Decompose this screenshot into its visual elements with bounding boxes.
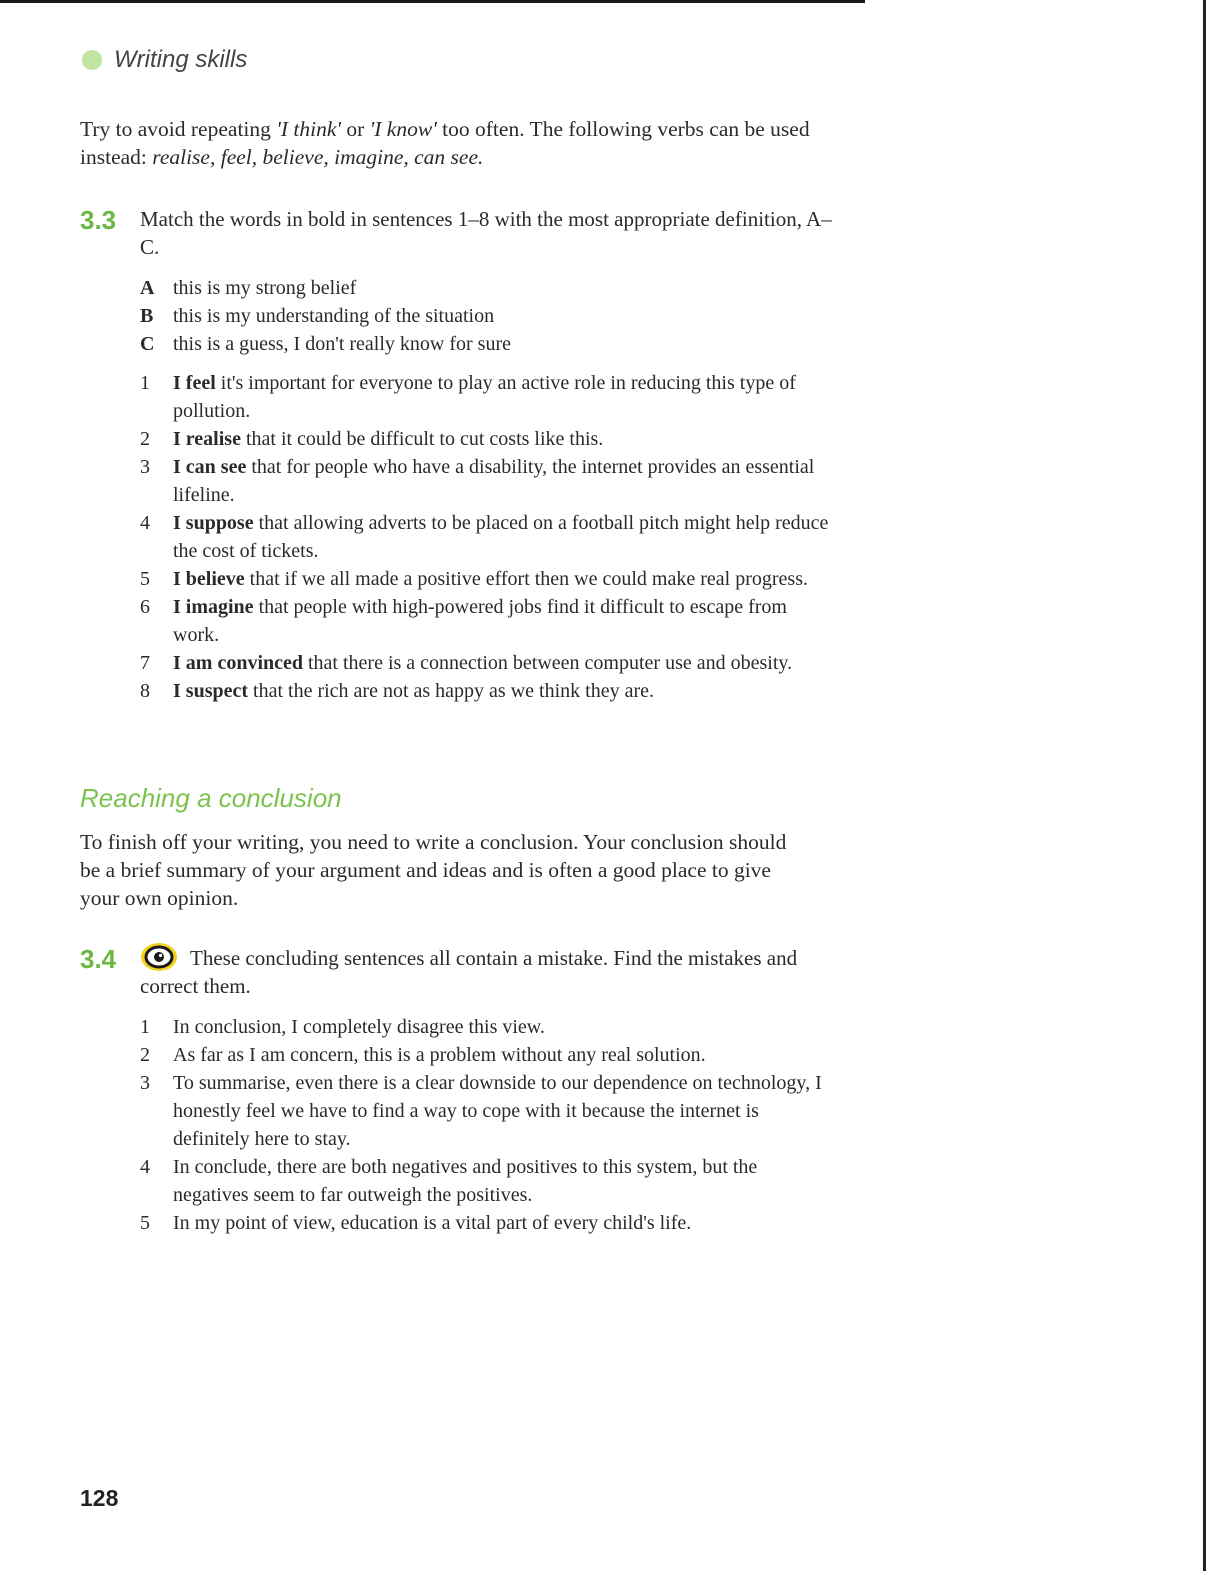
sentence-number: 6: [140, 596, 150, 618]
section-header: [82, 46, 247, 74]
definitions-list: [140, 274, 830, 358]
sentence-rest: it's important for everyone to play an active role in reducing this type of pollution.: [173, 372, 796, 422]
sentence-text: In my point of view, education is a vital part of every child's life.: [173, 1212, 692, 1234]
intro-phrase-know: 'I know': [369, 117, 437, 141]
sentence-text: [173, 369, 830, 425]
definition-text: this is my strong belief: [173, 277, 357, 299]
sentence-item: [140, 1069, 830, 1153]
sentence-rest: that the rich are not as happy as we think they are.: [248, 680, 654, 702]
top-rule: [0, 0, 865, 3]
section-label: Writing skills: [114, 46, 248, 73]
sentence-item: [140, 425, 830, 453]
exercise-number: 3.4: [80, 944, 117, 974]
exercise-3-3-header: [80, 205, 840, 261]
exercise-number: 3.3: [80, 205, 117, 235]
definition-text: this is my understanding of the situation: [173, 305, 495, 327]
sentence-text: [173, 677, 830, 705]
sentence-item: [140, 453, 830, 509]
sentence-item: [140, 1041, 830, 1069]
sentence-number: 4: [140, 1156, 150, 1178]
intro-before: Try to avoid repeating: [80, 117, 277, 141]
sentence-item: [140, 509, 830, 565]
sentence-bold-phrase: I imagine: [173, 596, 254, 618]
sentence-number: 7: [140, 652, 150, 674]
page-number: 128: [80, 1485, 119, 1511]
sentence-number: 1: [140, 372, 150, 394]
sentence-bold-phrase: I suppose: [173, 512, 254, 534]
exercise-instruction: Match the words in bold in sentences 1–8 with the most appropriate definition, A–C.: [140, 207, 832, 259]
sentence-number: 3: [140, 1072, 150, 1094]
sentence-number: 2: [140, 428, 150, 450]
sentence-text: [173, 565, 830, 593]
intro-phrase-think: 'I think': [276, 117, 341, 141]
definition-key: B: [140, 305, 154, 327]
sentence-rest: that if we all made a positive effort then we could make real progress.: [244, 568, 808, 590]
sentence-bold-phrase: I feel: [173, 372, 216, 394]
intro-paragraph: [80, 115, 820, 171]
sentence-item: [140, 593, 830, 649]
subheading-reaching-conclusion: Reaching a conclusion: [80, 783, 342, 813]
definition-text: this is a guess, I don't really know for sure: [173, 333, 511, 355]
conclusion-paragraph: To finish off your writing, you need to write a conclusion. Your conclusion should be a brief summary of your argument and ideas and is often a good place to give your own opinion.: [80, 830, 787, 910]
exercise-3-3-sentences: [140, 369, 830, 705]
definition-key: A: [140, 277, 155, 299]
sentence-item: [140, 677, 830, 705]
eye-icon: [140, 942, 178, 972]
sentence-number: 2: [140, 1044, 150, 1066]
sentence-number: 4: [140, 512, 150, 534]
sentence-rest: that people with high-powered jobs find it difficult to escape from work.: [173, 596, 787, 646]
sentence-text: [173, 649, 830, 677]
sentence-bold-phrase: I realise: [173, 428, 241, 450]
sentence-bold-phrase: I am convinced: [173, 652, 303, 674]
sentence-item: [140, 1153, 830, 1209]
sentence-number: 1: [140, 1016, 150, 1038]
sentence-bold-phrase: I suspect: [173, 680, 249, 702]
exercise-instruction: These concluding sentences all contain a mistake. Find the mistakes and correct them.: [140, 946, 798, 999]
sentence-number: 5: [140, 1212, 150, 1234]
exercise-instruction-wrap: [140, 944, 840, 1000]
exercise-3-4-header: [80, 944, 840, 1000]
exercise-3-4-sentences: [140, 1013, 830, 1237]
sentence-text: [173, 425, 830, 453]
intro-mid: or: [341, 117, 370, 141]
sentence-text: [173, 509, 830, 565]
definition-item: [140, 302, 830, 330]
sentence-number: 8: [140, 680, 150, 702]
sentence-item: [140, 1209, 830, 1237]
definition-item: [140, 330, 830, 358]
sentence-item: [140, 649, 830, 677]
page-edge: [1203, 0, 1206, 1571]
sentence-text: In conclude, there are both negatives and positives to this system, but the negatives seem to far outweigh the positives.: [173, 1156, 758, 1206]
sentence-text: To summarise, even there is a clear downside to our dependence on technology, I honestly feel we have to find a way to cope with it because the internet is definitely here to stay.: [173, 1072, 822, 1150]
sentence-item: [140, 1013, 830, 1041]
definition-item: [140, 274, 830, 302]
sentence-rest: that allowing adverts to be placed on a football pitch might help reduce the cost of tickets.: [173, 512, 829, 562]
sentence-text: [173, 593, 830, 649]
sentence-bold-phrase: I can see: [173, 456, 247, 478]
definition-key: C: [140, 333, 155, 355]
sentence-bold-phrase: I believe: [173, 568, 245, 590]
bullet-dot-icon: [82, 50, 102, 70]
intro-after: too often. The following verbs can be used instead:: [80, 117, 810, 169]
sentence-rest: that it could be difficult to cut costs like this.: [240, 428, 604, 450]
sentence-number: 5: [140, 568, 150, 590]
intro-verbs: realise, feel, believe, imagine, can see.: [152, 145, 484, 169]
sentence-rest: that there is a connection between computer use and obesity.: [303, 652, 793, 674]
sentence-text: As far as I am concern, this is a problem without any real solution.: [173, 1044, 706, 1066]
sentence-text: [173, 453, 830, 509]
sentence-item: [140, 565, 830, 593]
sentence-item: [140, 369, 830, 425]
sentence-text: In conclusion, I completely disagree this view.: [173, 1016, 545, 1038]
sentence-number: 3: [140, 456, 150, 478]
sentence-rest: that for people who have a disability, the internet provides an essential lifeline.: [173, 456, 815, 506]
